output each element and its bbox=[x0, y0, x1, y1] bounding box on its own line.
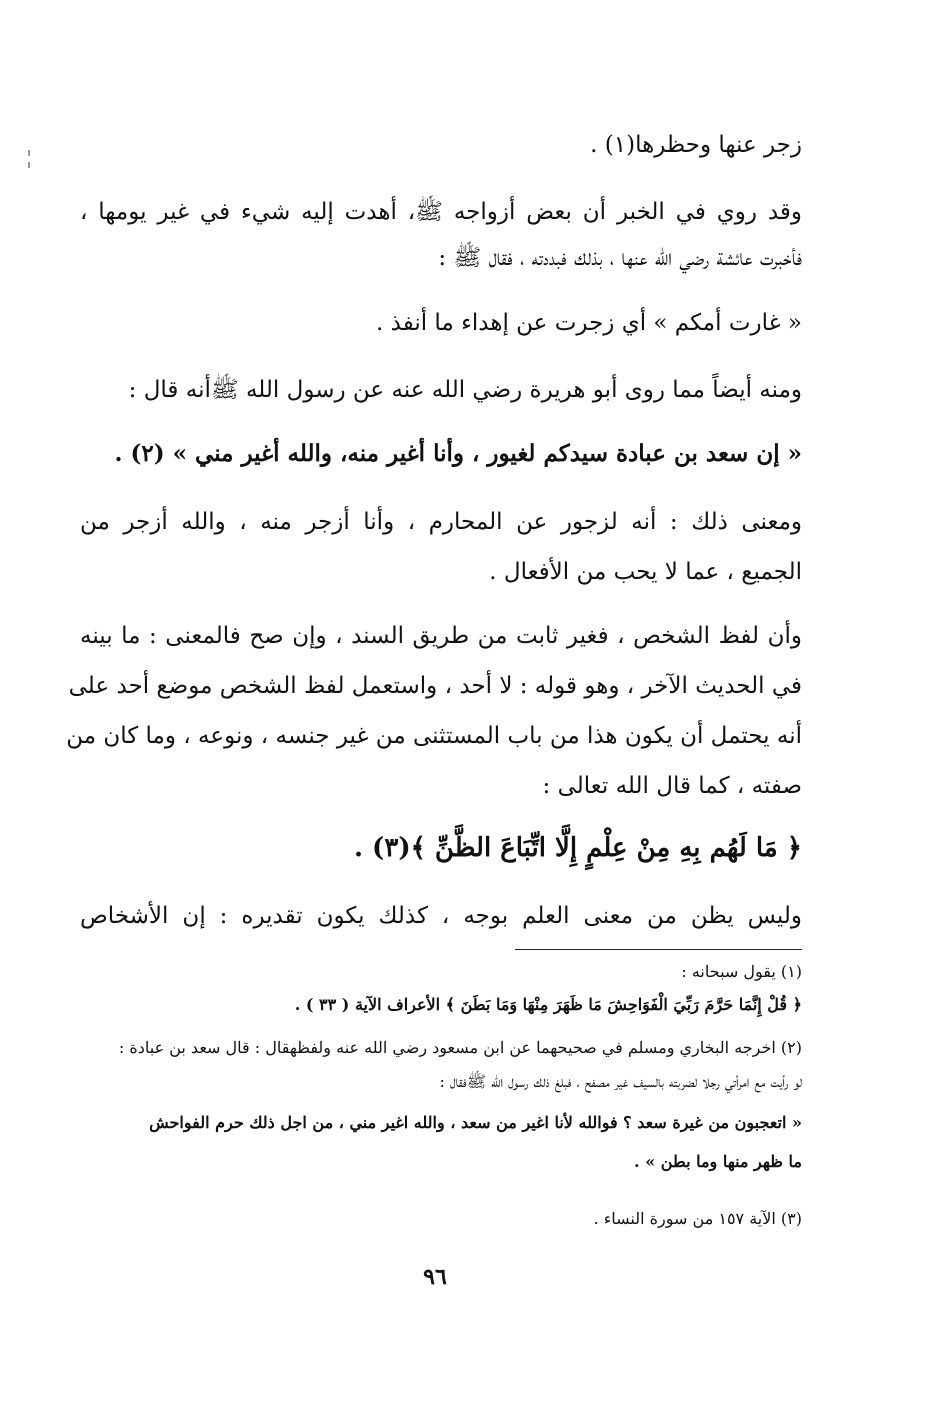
body-line: وليس يظن من معنى العلم بوجه ، كذلك يكون تقديره : إن الأشخاص bbox=[80, 903, 802, 929]
margin-mark bbox=[28, 150, 30, 156]
page-number: ٩٦ bbox=[423, 1264, 447, 1290]
hadith-quote: « إن سعد بن عبادة سيدكم لغيور ، وأنا أغير منه، والله أغير مني » (٢) . bbox=[114, 440, 802, 467]
margin-mark bbox=[28, 162, 30, 168]
body-line: وأن لفظ الشخص ، فغير ثابت من طريق السند ، وإن صح فالمعنى : ما بينه bbox=[80, 623, 802, 649]
body-line: فأخبرت عائشة رضي الله عنها ، بذلك فبددته ، فقال ﷺ : bbox=[438, 245, 802, 271]
body-line: صفته ، كما قال الله تعالى : bbox=[542, 773, 802, 799]
footnote-verse: ﴿ قُلْ إِنَّمَا حَرَّمَ رَبِّيَ الْفَوَاحِشَ مَا ظَهَرَ مِنْهَا وَمَا بَطَنَ ﴾ الأعراف الآية ( ٣٣ ) . bbox=[294, 995, 802, 1014]
footnote-line: (٣) الآية ١٥٧ من سورة النساء . bbox=[593, 1209, 802, 1228]
footnote-line: لو رأيت مع امرأتي رجلا لضربته بالسيف غير مصفح ، فبلغ ذلك رسول الله ﷺفقال : bbox=[439, 1072, 802, 1091]
body-line: وقد روي في الخبر أن بعض أزواجه ﷺ، أهدت إليه شيء في غير يومها ، bbox=[80, 199, 802, 225]
body-line: زجر عنها وحظرها(١) . bbox=[590, 132, 802, 158]
footnote-divider bbox=[515, 949, 802, 950]
body-line: ومنه أيضاً مما روى أبو هريرة رضي الله عنه عن رسول الله ﷺأنه قال : bbox=[128, 377, 802, 403]
footnote-hadith: « اتعجبون من غيرة سعد ؟ فوالله لأنا اغير من سعد ، والله اغير مني ، من اجل ذلك حرم الفواحش bbox=[149, 1113, 802, 1132]
footnote-line: (٢) اخرجه البخاري ومسلم في صحيحهما عن ابن مسعود رضي الله عنه ولفظهقال : قال سعد بن عبادة : bbox=[118, 1038, 802, 1057]
body-line: ومعنى ذلك : أنه لزجور عن المحارم ، وأنا أزجر منه ، والله أزجر من bbox=[80, 509, 802, 535]
body-line: أنه يحتمل أن يكون هذا من باب المستثنى من غير جنسه ، ونوعه ، وما كان من bbox=[66, 723, 802, 749]
body-line: « غارت أمكم » أي زجرت عن إهداء ما أنفذ . bbox=[376, 310, 802, 336]
footnote-hadith: ما ظهر منها وما بطن » . bbox=[634, 1152, 802, 1171]
footnote-line: (١) يقول سبحانه : bbox=[681, 962, 802, 981]
body-line: في الحديث الآخر ، وهو قوله : لا أحد ، واستعمل لفظ الشخص موضع أحد على bbox=[68, 673, 802, 699]
body-line: الجميع ، عما لا يحب من الأفعال . bbox=[489, 559, 802, 585]
quran-verse: ﴿ مَا لَهُم بِهِ مِنْ عِلْمٍ إِلَّا اتِّبَاعَ الظَّنِّ ﴾(٣) . bbox=[353, 833, 802, 863]
